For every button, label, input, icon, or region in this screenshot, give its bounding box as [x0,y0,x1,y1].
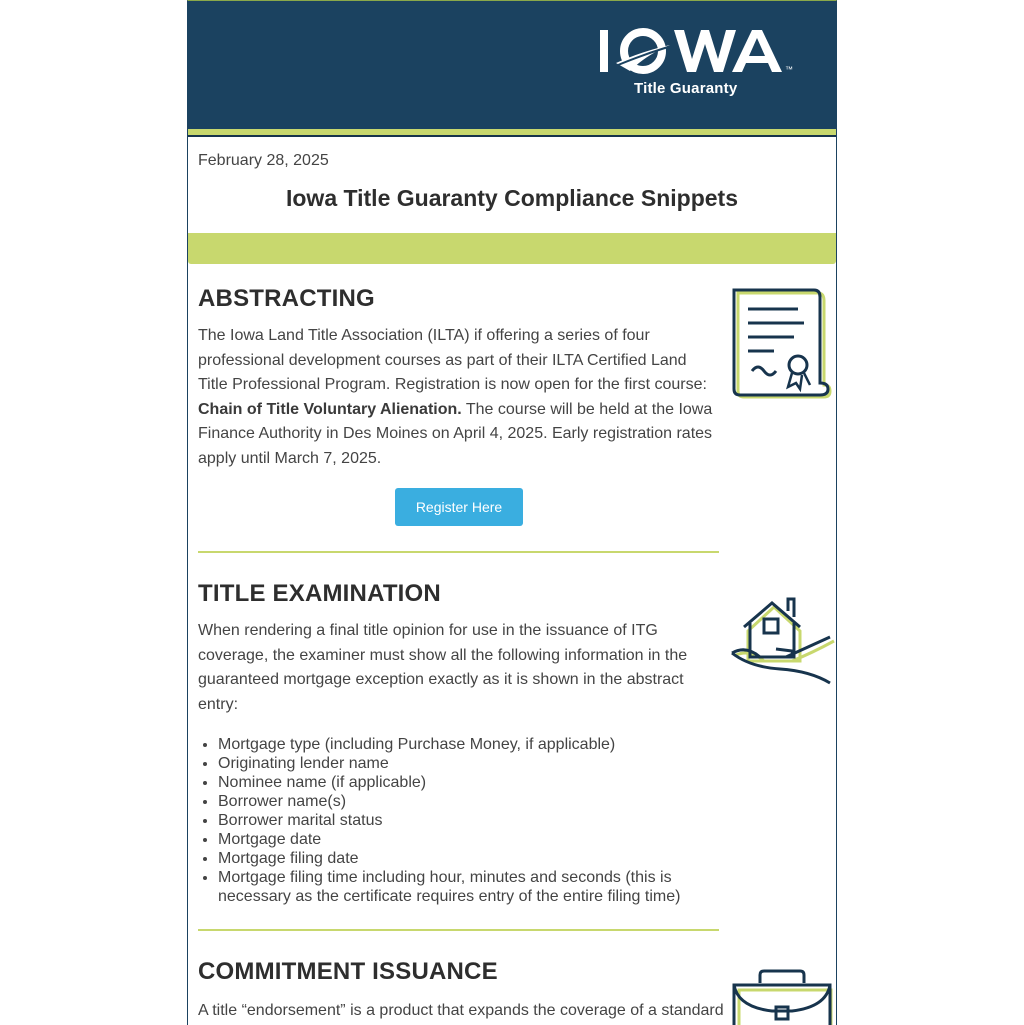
commitment-issuance-body: A title “endorsement” is a product that expands the coverage of a standard [198,1002,724,1019]
section-divider [198,929,719,931]
required-info-list [198,735,728,906]
header-banner [188,1,836,129]
section-title-examination [198,580,720,717]
section-commitment-issuance [198,958,724,1024]
list-item: • Borrower name(s) [218,792,728,811]
list-item: • Mortgage filing date [218,849,728,868]
green-band [188,233,836,264]
section-heading-commitment-issuance: COMMITMENT ISSUANCE [198,958,498,985]
course-name: Chain of Title Voluntary Alienation. [198,400,462,418]
house-in-hand-icon [730,587,836,687]
certificate-icon [730,287,836,399]
list-item: • Nominee name (if applicable) [218,773,728,792]
abstracting-body-text-2: The course will be held at the Iowa Finance Authority in Des Moines on April 4, 2025. Early registration rates apply until March 7, 2025. [198,400,713,467]
section-divider [198,551,719,553]
logo-subtitle: Title Guaranty [634,80,738,97]
section-heading-title-examination: TITLE EXAMINATION [198,580,441,607]
briefcase-icon [730,967,836,1025]
header-dark-stripe [188,135,836,137]
logo-trademark: ™ [785,65,793,74]
list-item: • Mortgage date [218,830,728,849]
list-item: • Mortgage type (including Purchase Money, if applicable) [218,735,728,754]
abstracting-body [198,324,720,471]
newsletter-title: Iowa Title Guaranty Compliance Snippets [285,185,738,211]
newsletter-container [187,0,837,1025]
register-here-button[interactable]: Register Here [395,488,523,526]
section-abstracting [198,285,720,471]
list-item: • Borrower marital status [218,811,728,830]
abstracting-body-text: The Iowa Land Title Association (ILTA) if offering a series of four professional development courses as part of their ILTA Certified Land Title Professional Program. Registration is now open for the first course: [198,327,707,393]
newsletter-date: February 28, 2025 [198,152,329,169]
title-examination-body: When rendering a final title opinion for use in the issuance of ITG coverage, the examiner must show all the following information in the guaranteed mortgage exception exactly as it is shown in the abstract entry: [198,622,688,713]
list-item: • Mortgage filing time including hour, minutes and seconds (this is necessary as the certificate requires entry of the entire filing time) [218,868,728,906]
section-heading-abstracting: ABSTRACTING [198,285,375,312]
list-item: • Originating lender name [218,754,728,773]
